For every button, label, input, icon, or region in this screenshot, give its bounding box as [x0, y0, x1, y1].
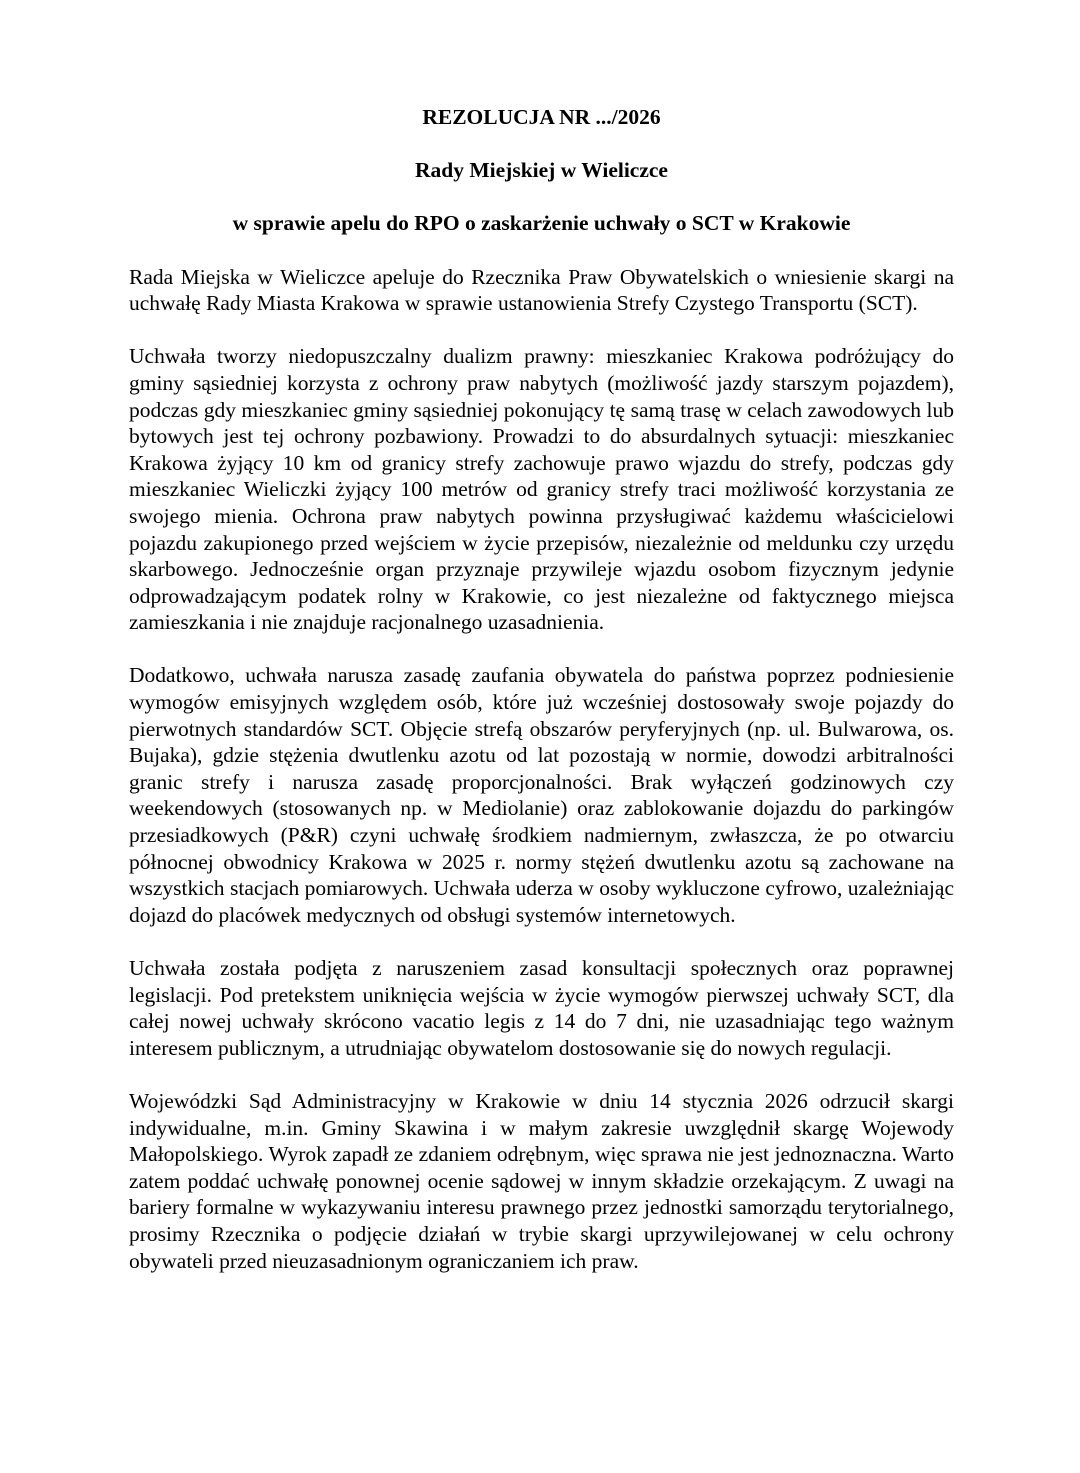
resolution-number-heading: REZOLUCJA NR .../2026 — [422, 105, 661, 129]
paragraph-court-ruling: Wojewódzki Sąd Administracyjny w Krakowie w dniu 14 stycznia 2026 odrzucił skargi indywidualne, m.in. Gminy Skawina i w małym zakresie uwzględnił skargę Wojewody Małopolskiego. Wyrok zapadł ze zdaniem odrębnym, więc sprawa nie jest jednoznaczna. Warto zatem poddać uchwałę ponownej ocenie sądowej w innym składzie orzekającym. Z uwagi na bariery formalne w wykazywaniu interesu prawnego przez jednostki samorządu terytorialnego, prosimy Rzecznika o podjęcie działań w trybie skargi uprzywilejowanej w celu ochrony obywateli przed nieuzasadnionym ograniczaniem ich praw. — [129, 1088, 954, 1273]
paragraph-consultation-violation: Uchwała została podjęta z naruszeniem zasad konsultacji społecznych oraz poprawnej legislacji. Pod pretekstem uniknięcia wejścia w życie wymogów pierwszej uchwały SCT, dla całej nowej uchwały skrócono vacatio legis z 14 do 7 dni, nie uzasadniając tego ważnym interesem publicznym, a utrudniając obywatelom dostosowanie się do nowych regulacji. — [129, 956, 954, 1060]
paragraph-legal-dualism: Uchwała tworzy niedopuszczalny dualizm prawny: mieszkaniec Krakowa podróżujący do gminy sąsiedniej korzysta z ochrony praw nabytych (możliwość jazdy starszym pojazdem), podczas gdy mieszkaniec gminy sąsiedniej pokonujący tę samą trasę w celach zawodowych lub bytowych jest tej ochrony pozbawiony. Prowadzi to do absurdalnych sytuacji: mieszkaniec Krakowa żyjący 10 km od granicy strefy zachowuje prawo wjazdu do strefy, podczas gdy mieszkaniec Wieliczki żyjący 100 metrów od granicy strefy traci możliwość korzystania ze swojego mienia. Ochrona praw nabytych powinna przysługiwać każdemu właścicielowi pojazdu zakupionego przed wejściem w życie przepisów, niezależnie od meldunku czy urzędu skarbowego. Jednocześnie organ przyznaje przywileje wjazdu osobom fizycznym jedynie odprowadzającym podatek rolny w Krakowie, co jest niezależne od faktycznego miejsca zamieszkania i nie znajduje racjonalnego uzasadnienia. — [129, 344, 954, 635]
council-name-heading: Rady Miejskiej w Wieliczce — [415, 158, 668, 183]
paragraph-appeal-intro: Rada Miejska w Wieliczce apeluje do Rzecznika Praw Obywatelskich o wniesienie skargi na uchwałę Rady Miasta Krakowa w sprawie ustanowienia Strefy Czystego Transportu (SCT). — [129, 264, 954, 316]
paragraph-trust-principle: Dodatkowo, uchwała narusza zasadę zaufania obywatela do państwa poprzez podniesienie wymogów emisyjnych względem osób, które już wcześniej dostosowały swoje pojazdy do pierwotnych standardów SCT. Objęcie strefą obszarów peryferyjnych (np. ul. Bulwarowa, os. Bujaka), gdzie stężenia dwutlenku azotu od lat pozostają w normie, dowodzi arbitralności granic strefy i narusza zasadę proporcjonalności. Brak wyłączeń godzinowych czy weekendowych (stosowanych np. w Mediolanie) oraz zablokowanie dojazdu do parkingów przesiadkowych (P&R) czyni uchwałę środkiem nadmiernym, zwłaszcza, że po otwarciu północnej obwodnicy Krakowa w 2025 r. normy stężeń dwutlenku azotu są zachowane na wszystkich stacjach pomiarowych. Uchwała uderza w osoby wykluczone cyfrowo, uzależniając dojazd do placówek medycznych od obsługi systemów internetowych. — [129, 663, 954, 927]
resolution-subject-heading: w sprawie apelu do RPO o zaskarżenie uchwały o SCT w Krakowie — [232, 211, 851, 236]
